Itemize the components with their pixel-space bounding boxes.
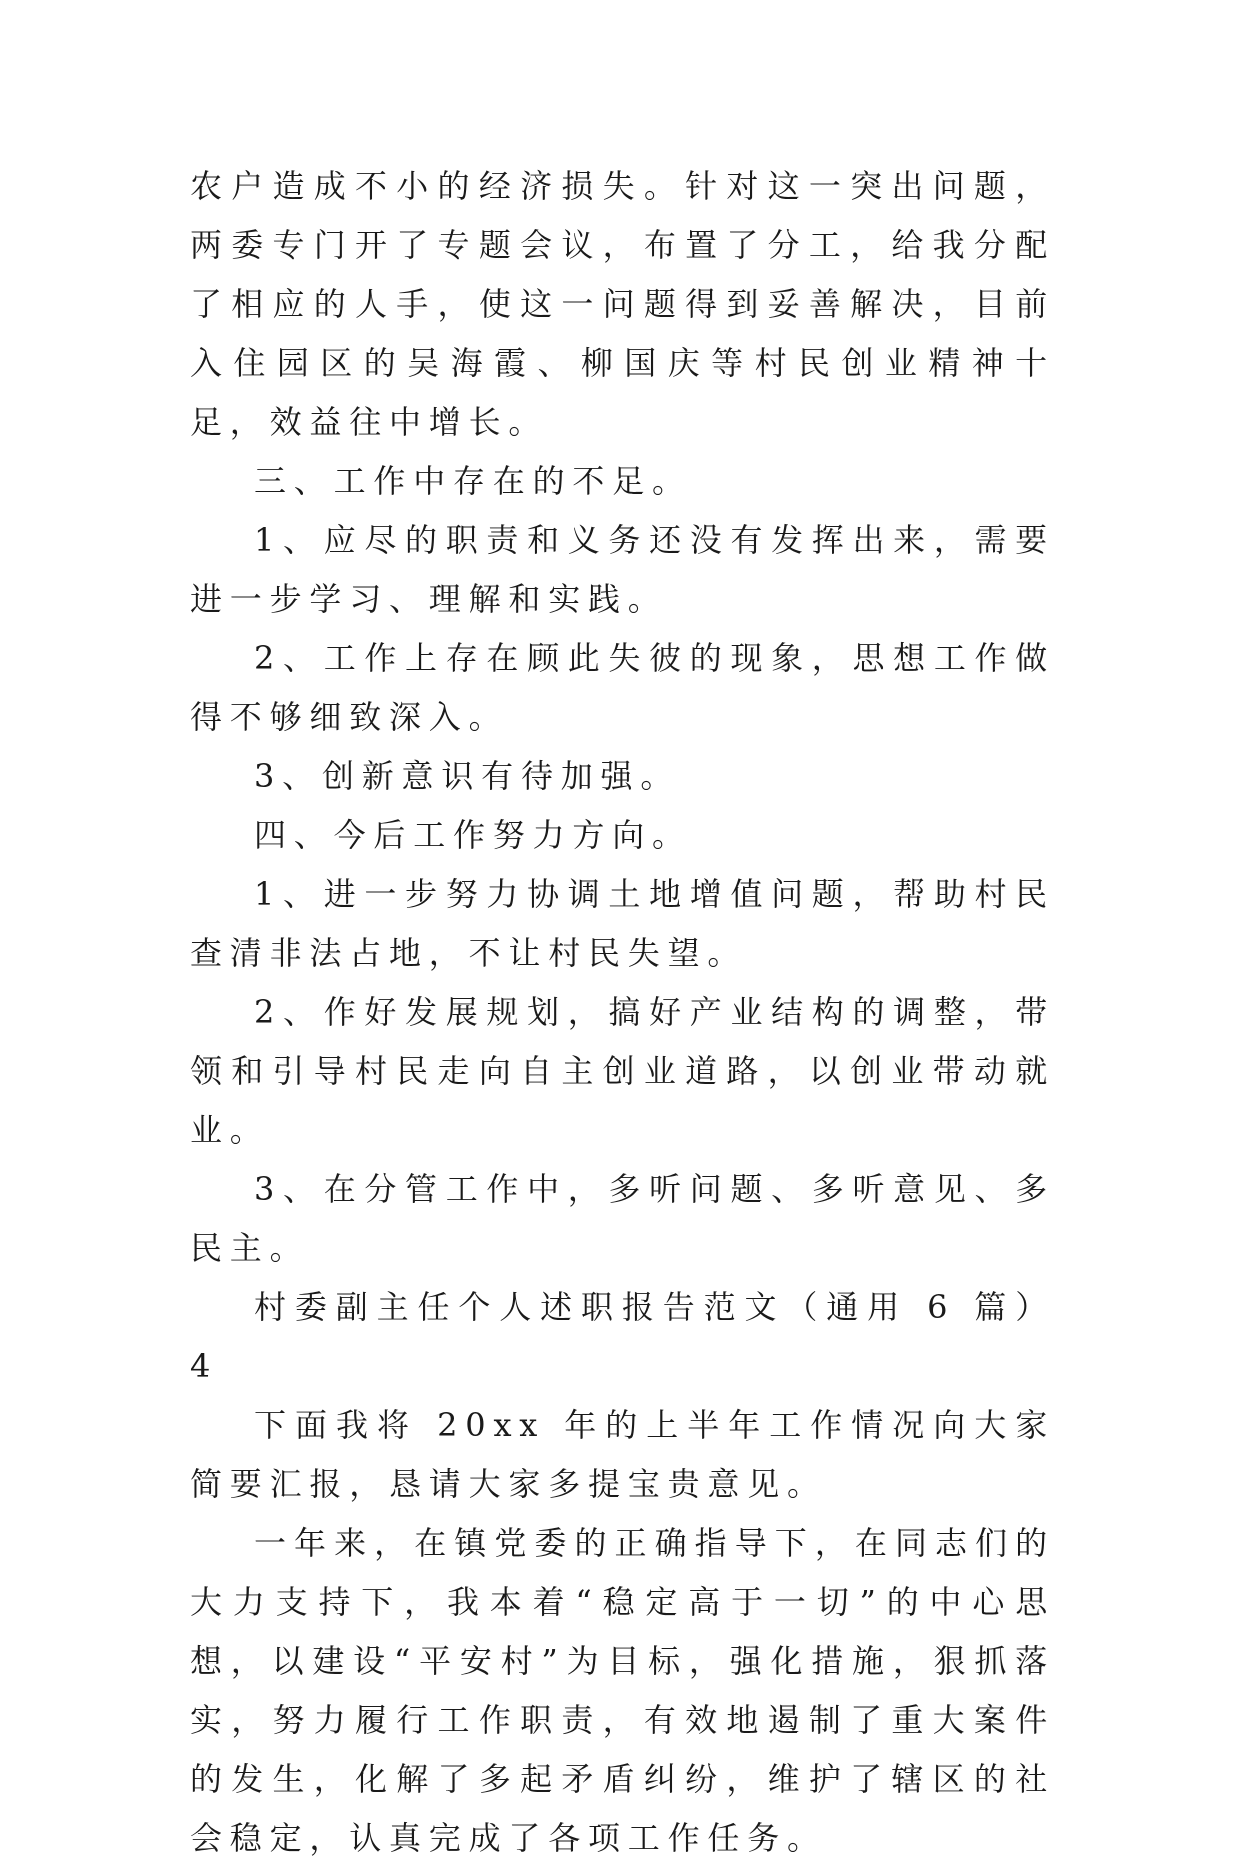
paragraph: 一年来，在镇党委的正确指导下，在同志们的大力支持下，我本着“稳定高于一切”的中心思想，以建设“平安村”为目标，强化措施，狠抓落实，努力履行工作职责，有效地遏制了重大案件的发生，化解了多起矛盾纠纷，维护了辖区的社会稳定，认真完成了各项工作任务。	[190, 1524, 1055, 1857]
section-heading-shortcomings: 三、工作中存在的不足。	[254, 462, 692, 500]
section-heading-future-direction: 四、今后工作努力方向。	[254, 816, 692, 854]
list-item: 2、工作上存在顾此失彼的现象，思想工作做得不够细致深入。	[190, 639, 1055, 736]
list-item: 1、应尽的职责和义务还没有发挥出来，需要进一步学习、理解和实践。	[190, 521, 1055, 618]
list-item: 2、作好发展规划，搞好产业结构的调整，带领和引导村民走向自主创业道路，以创业带动就业。	[190, 993, 1055, 1149]
list-item: 3、创新意识有待加强。	[254, 757, 681, 795]
article-title: 村委副主任个人述职报告范文（通用 6 篇）4	[190, 1288, 1055, 1385]
list-item: 1、进一步努力协调土地增值问题，帮助村民查清非法占地，不让村民失望。	[190, 875, 1055, 972]
paragraph: 下面我将 20xx 年的上半年工作情况向大家简要汇报，恳请大家多提宝贵意见。	[190, 1406, 1055, 1503]
document-body	[190, 157, 1055, 1868]
list-item: 3、在分管工作中，多听问题、多听意见、多民主。	[190, 1170, 1055, 1267]
paragraph-continuation: 农户造成不小的经济损失。针对这一突出问题，两委专门开了专题会议，布置了分工，给我分配了相应的人手，使这一问题得到妥善解决，目前入住园区的吴海霞、柳国庆等村民创业精神十足，效益往中增长。	[190, 167, 1055, 441]
